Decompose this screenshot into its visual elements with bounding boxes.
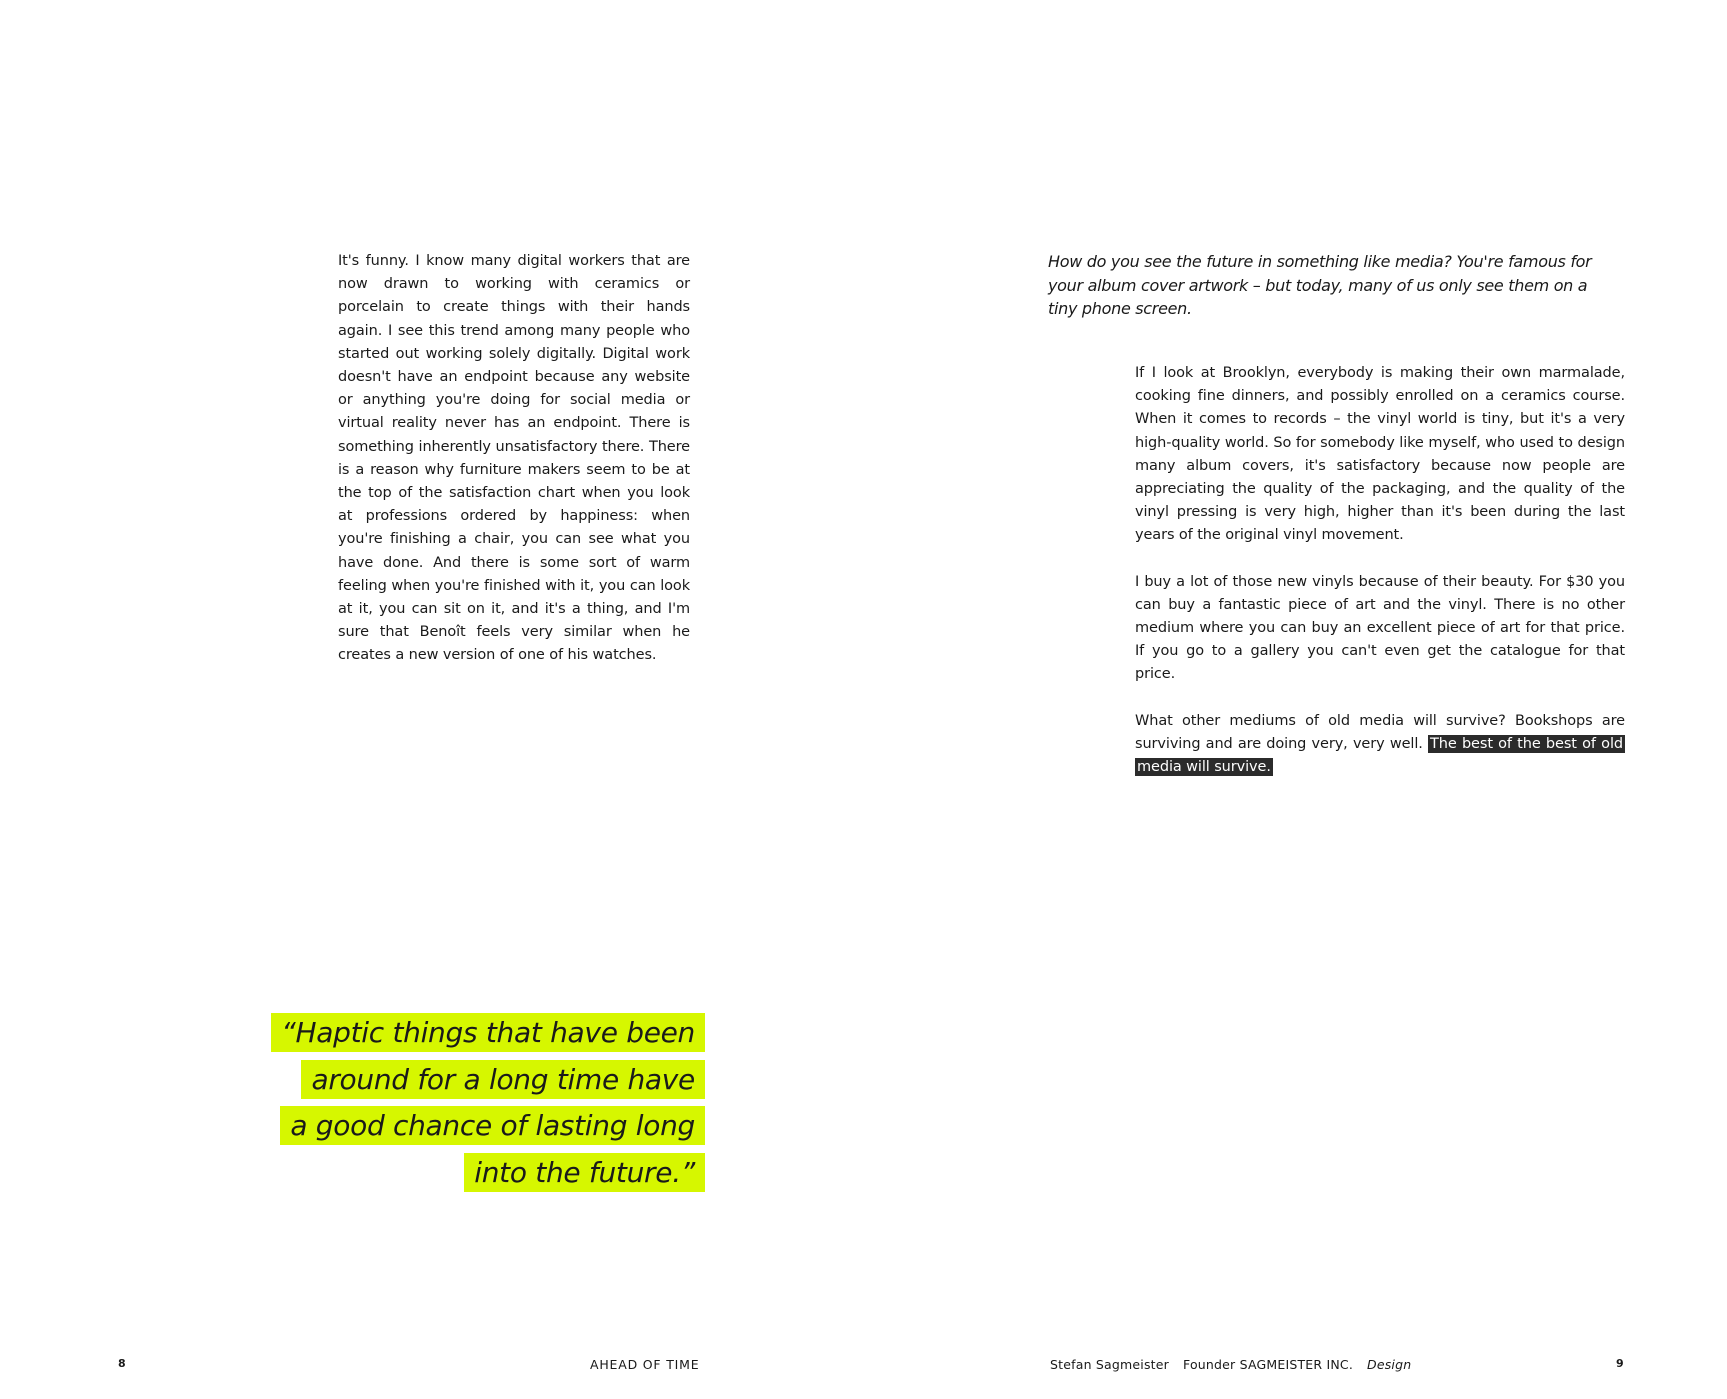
footer-role: Founder SAGMEISTER INC. <box>1183 1357 1353 1372</box>
right-page <box>863 0 1727 1399</box>
left-page-number: 8 <box>118 1357 127 1370</box>
left-page <box>0 0 863 1399</box>
highlighted-sentence: The best of the best of old media will survive. <box>1137 735 1623 776</box>
answer-paragraph-3 <box>1135 710 1625 780</box>
interview-answer <box>1135 362 1625 802</box>
pull-quote-line-4: into the future.” <box>464 1153 705 1192</box>
left-body-text: It's funny. I know many digital workers that are now drawn to working with ceramics or porcelain to create things with their hands again. I see this trend among many people who started out working solely digitally. Digital work doesn't have an endpoint because any website or anything you're doing for social media or virtual reality never has an endpoint. There is something inherently unsatisfactory there. There is a reason why furniture makers seem to be at the top of the satisfaction chart when you look at professions ordered by happiness: when you're finishing a chair, you can see what you have done. And there is some sort of warm feeling when you're finished with it, you can look at it, you can sit on it, and it's a thing, and I'm sure that Benoît feels very similar when he creates a new version of one of his watches. <box>338 253 690 664</box>
pull-quote-line-2: around for a long time have <box>301 1060 705 1099</box>
answer-paragraph-1: If I look at Brooklyn, everybody is making their own marmalade, cooking fine dinners, and possibly enrolled on a ceramics course. When it comes to records – the vinyl world is tiny, but it's a very high-quality world. So for somebody like myself, who used to design many album covers, it's satisfactory because now people are appreciating the quality of the packaging, and the quality of the vinyl pressing is very high, higher than it's been during the last years of the original vinyl movement. <box>1135 365 1625 544</box>
right-page-number: 9 <box>1616 1357 1625 1370</box>
interview-question: How do you see the future in something like media? You're famous for your album cover artwork – but today, many of us only see them on a tiny phone screen. <box>1048 252 1592 318</box>
right-running-footer <box>1050 1357 1411 1372</box>
answer-paragraph-2: I buy a lot of those new vinyls because of their beauty. For $30 you can buy a fantastic piece of art and the vinyl. There is no other medium where you can buy an excellent piece of art for that price. If you go to a gallery you can't even get the catalogue for that price. <box>1135 573 1625 683</box>
running-title: AHEAD OF TIME <box>590 1357 700 1372</box>
pull-quote-line-3: a good chance of lasting long <box>280 1106 705 1145</box>
footer-category: Design <box>1367 1357 1412 1372</box>
pull-quote <box>255 1010 705 1196</box>
footer-author: Stefan Sagmeister <box>1050 1357 1169 1372</box>
pull-quote-line-1: “Haptic things that have been <box>271 1013 705 1052</box>
answer-paragraph-3-lead: What other mediums of old media will survive? Bookshops are surviving and are doing very, very well. <box>1135 712 1625 752</box>
